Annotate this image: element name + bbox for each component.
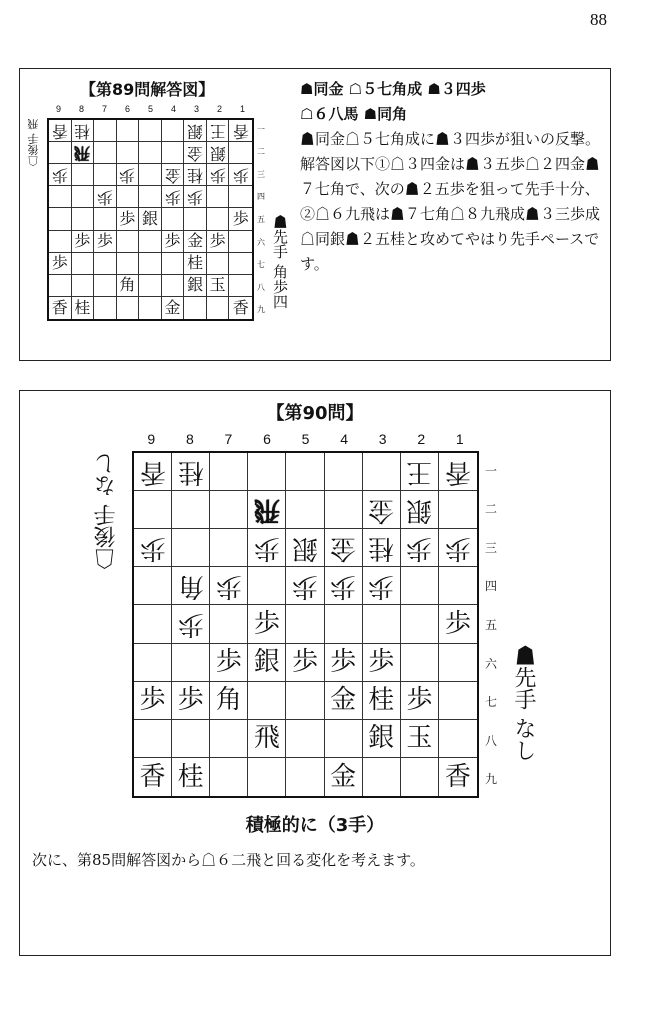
board-square bbox=[325, 644, 363, 682]
board-square bbox=[229, 186, 252, 208]
problem-90-box bbox=[19, 390, 611, 956]
gote-piece: 銀 bbox=[209, 143, 226, 163]
file-label: 7 bbox=[101, 104, 107, 114]
rank-label: 二 bbox=[257, 147, 265, 157]
file-label: 9 bbox=[147, 431, 156, 447]
board-square bbox=[134, 644, 172, 682]
sente-piece: 歩 bbox=[164, 231, 181, 251]
board-square bbox=[134, 491, 172, 529]
board-square bbox=[248, 758, 286, 796]
rank-label: 七 bbox=[257, 260, 265, 270]
board-square bbox=[162, 208, 185, 230]
board-square bbox=[248, 605, 286, 643]
board-square bbox=[94, 120, 117, 142]
sente-piece: 金 bbox=[164, 297, 181, 317]
sente-piece: 桂 bbox=[177, 761, 204, 792]
gote-piece: 歩 bbox=[253, 532, 280, 563]
board-90-file-labels bbox=[132, 431, 479, 449]
sente-piece: 玉 bbox=[209, 275, 226, 295]
board-square bbox=[229, 164, 252, 186]
board-square bbox=[49, 231, 72, 253]
file-label: 1 bbox=[239, 104, 245, 114]
rank-label: 九 bbox=[484, 772, 497, 787]
board-square bbox=[229, 275, 252, 297]
board-square bbox=[162, 164, 185, 186]
rank-label: 七 bbox=[484, 695, 497, 710]
sente-piece: 歩 bbox=[119, 208, 136, 228]
gote-piece: 歩 bbox=[444, 532, 471, 563]
gote-piece: 香 bbox=[444, 456, 471, 487]
sente-piece: 銀 bbox=[253, 647, 280, 678]
sente-piece: 角 bbox=[119, 275, 136, 295]
rank-label: 四 bbox=[257, 192, 265, 202]
board-square bbox=[94, 208, 117, 230]
sente-piece: 歩 bbox=[74, 231, 91, 251]
problem-90-title: 【第90問】 bbox=[266, 403, 364, 424]
sente-piece: 金 bbox=[187, 231, 204, 251]
board-square bbox=[49, 275, 72, 297]
board-square bbox=[248, 491, 286, 529]
sente-piece: 香 bbox=[51, 297, 68, 317]
board-square bbox=[401, 720, 439, 758]
gote-piece: 銀 bbox=[406, 494, 433, 525]
board-square bbox=[139, 120, 162, 142]
board-square bbox=[172, 682, 210, 720]
file-label: 6 bbox=[263, 431, 271, 447]
board-square bbox=[439, 720, 477, 758]
board-square bbox=[439, 758, 477, 796]
file-label: 3 bbox=[378, 431, 387, 447]
sente-piece: 歩 bbox=[444, 608, 471, 639]
gote-piece: 飛 bbox=[74, 143, 91, 163]
board-square bbox=[49, 297, 72, 319]
board-square bbox=[207, 231, 230, 253]
board-square bbox=[72, 297, 95, 319]
board-square bbox=[172, 720, 210, 758]
gote-piece: 王 bbox=[406, 456, 433, 487]
board-square bbox=[117, 253, 140, 275]
gote-piece: 歩 bbox=[291, 570, 318, 601]
board-89-gote-hand: ☖後手 飛 bbox=[27, 119, 40, 167]
board-square bbox=[207, 120, 230, 142]
board-square bbox=[134, 758, 172, 796]
board-square bbox=[162, 120, 185, 142]
board-square bbox=[94, 297, 117, 319]
rank-label: 二 bbox=[484, 502, 497, 517]
board-square bbox=[286, 529, 324, 567]
board-square bbox=[134, 529, 172, 567]
gote-piece: 角 bbox=[177, 570, 204, 601]
board-square bbox=[117, 186, 140, 208]
board-square bbox=[72, 142, 95, 164]
board-square bbox=[162, 253, 185, 275]
rank-label: 四 bbox=[484, 579, 497, 594]
board-square bbox=[248, 567, 286, 605]
rank-label: 五 bbox=[484, 618, 497, 633]
sente-piece: 歩 bbox=[139, 685, 166, 716]
board-89-rank-labels bbox=[257, 118, 269, 321]
file-label: 2 bbox=[216, 104, 222, 114]
board-square bbox=[172, 567, 210, 605]
board-square bbox=[139, 142, 162, 164]
sente-piece: 歩 bbox=[253, 608, 280, 639]
answer-explanation: ☗同金☖５七角成に☗３四歩が狙いの反撃。解答図以下①☖３四金は☗３五歩☖２四金☗７七角で、次の☗２五歩を狙って先手十分、②☖６九飛は☗７七角☖８九飛成☗３三歩成☖同銀☗２五桂と攻めてやはり先手ペースです。 bbox=[300, 130, 601, 273]
board-square bbox=[248, 453, 286, 491]
sente-piece: 歩 bbox=[51, 253, 68, 273]
board-square bbox=[172, 453, 210, 491]
board-square bbox=[210, 682, 248, 720]
board-square bbox=[363, 491, 401, 529]
gote-piece: 金 bbox=[187, 143, 204, 163]
gote-piece: 香 bbox=[139, 456, 166, 487]
board-square bbox=[286, 720, 324, 758]
sente-piece: 銀 bbox=[141, 208, 158, 228]
file-label: 8 bbox=[185, 431, 194, 447]
sente-piece: 歩 bbox=[406, 685, 433, 716]
gote-piece: 金 bbox=[330, 532, 357, 563]
gote-piece: 歩 bbox=[368, 570, 395, 601]
sente-piece: 角 bbox=[215, 685, 242, 716]
gote-piece: 歩 bbox=[119, 165, 136, 185]
board-square bbox=[117, 120, 140, 142]
file-label: 5 bbox=[147, 104, 153, 114]
file-label: 3 bbox=[193, 104, 199, 114]
problem-89-title: 【第89問解答図】 bbox=[80, 80, 215, 99]
board-square bbox=[49, 120, 72, 142]
board-square bbox=[134, 682, 172, 720]
sente-piece: 香 bbox=[232, 297, 249, 317]
board-square bbox=[401, 491, 439, 529]
board-square bbox=[72, 231, 95, 253]
board-square bbox=[401, 605, 439, 643]
board-square bbox=[286, 605, 324, 643]
board-90 bbox=[132, 451, 479, 798]
board-square bbox=[325, 682, 363, 720]
board-square bbox=[184, 186, 207, 208]
board-square bbox=[134, 720, 172, 758]
board-square bbox=[363, 682, 401, 720]
rank-label: 六 bbox=[484, 656, 497, 671]
gote-piece: 金 bbox=[368, 494, 395, 525]
gote-piece: 金 bbox=[164, 165, 181, 185]
board-square bbox=[72, 208, 95, 230]
board-square bbox=[162, 186, 185, 208]
sente-piece: 歩 bbox=[291, 647, 318, 678]
file-label: 5 bbox=[301, 431, 310, 447]
board-square bbox=[439, 644, 477, 682]
gote-piece: 歩 bbox=[187, 187, 204, 207]
board-square bbox=[401, 758, 439, 796]
board-square bbox=[207, 164, 230, 186]
board-square bbox=[49, 208, 72, 230]
board-square bbox=[210, 491, 248, 529]
board-square bbox=[210, 644, 248, 682]
rank-label: 一 bbox=[257, 124, 265, 134]
gote-piece: 飛 bbox=[253, 494, 280, 525]
board-square bbox=[363, 529, 401, 567]
board-square bbox=[139, 275, 162, 297]
board-square bbox=[325, 605, 363, 643]
gote-piece: 歩 bbox=[96, 187, 113, 207]
board-square bbox=[162, 231, 185, 253]
board-square bbox=[72, 186, 95, 208]
board-square bbox=[248, 720, 286, 758]
board-square bbox=[229, 297, 252, 319]
board-square bbox=[72, 275, 95, 297]
board-square bbox=[172, 605, 210, 643]
board-square bbox=[439, 491, 477, 529]
gote-piece: 銀 bbox=[187, 121, 204, 141]
board-square bbox=[184, 120, 207, 142]
board-square bbox=[117, 275, 140, 297]
board-square bbox=[134, 567, 172, 605]
gote-piece: 歩 bbox=[209, 165, 226, 185]
board-square bbox=[325, 720, 363, 758]
board-90-rank-labels bbox=[482, 451, 500, 798]
board-square bbox=[139, 208, 162, 230]
board-square bbox=[139, 164, 162, 186]
board-square bbox=[363, 720, 401, 758]
board-square bbox=[439, 453, 477, 491]
board-square bbox=[325, 529, 363, 567]
sente-piece: 歩 bbox=[96, 231, 113, 251]
rank-label: 八 bbox=[484, 733, 497, 748]
board-square bbox=[286, 491, 324, 529]
board-square bbox=[72, 164, 95, 186]
board-square bbox=[139, 186, 162, 208]
board-square bbox=[207, 297, 230, 319]
board-square bbox=[401, 529, 439, 567]
gote-piece: 王 bbox=[209, 121, 226, 141]
board-89-sente-hand: ☗先手 角歩四 bbox=[271, 214, 289, 309]
problem-89-answer-box bbox=[19, 68, 611, 361]
sente-piece: 歩 bbox=[215, 647, 242, 678]
board-square bbox=[49, 142, 72, 164]
gote-piece: 香 bbox=[232, 121, 249, 141]
rank-label: 九 bbox=[257, 305, 265, 315]
board-square bbox=[210, 567, 248, 605]
gote-piece: 桂 bbox=[74, 121, 91, 141]
sente-piece: 銀 bbox=[187, 275, 204, 295]
board-square bbox=[134, 453, 172, 491]
board-square bbox=[184, 142, 207, 164]
gote-piece: 歩 bbox=[139, 532, 166, 563]
board-square bbox=[184, 297, 207, 319]
board-square bbox=[363, 758, 401, 796]
board-square bbox=[210, 720, 248, 758]
gote-piece: 歩 bbox=[164, 187, 181, 207]
board-square bbox=[229, 120, 252, 142]
board-square bbox=[363, 567, 401, 605]
board-square bbox=[184, 208, 207, 230]
board-square bbox=[72, 120, 95, 142]
board-square bbox=[210, 605, 248, 643]
sente-piece: 香 bbox=[444, 761, 471, 792]
board-square bbox=[439, 682, 477, 720]
gote-piece: 歩 bbox=[232, 165, 249, 185]
file-label: 6 bbox=[124, 104, 130, 114]
board-square bbox=[139, 297, 162, 319]
sente-piece: 桂 bbox=[368, 685, 395, 716]
board-square bbox=[162, 297, 185, 319]
board-square bbox=[117, 164, 140, 186]
board-square bbox=[49, 186, 72, 208]
gote-piece: 歩 bbox=[406, 532, 433, 563]
sente-piece: 銀 bbox=[368, 723, 395, 754]
rank-label: 八 bbox=[257, 282, 265, 292]
board-square bbox=[229, 142, 252, 164]
board-square bbox=[401, 644, 439, 682]
board-square bbox=[363, 644, 401, 682]
board-square bbox=[207, 275, 230, 297]
gote-piece: 桂 bbox=[368, 532, 395, 563]
rank-label: 三 bbox=[257, 169, 265, 179]
rank-label: 一 bbox=[484, 463, 497, 478]
sente-piece: 金 bbox=[330, 685, 357, 716]
board-square bbox=[363, 453, 401, 491]
board-square bbox=[325, 453, 363, 491]
file-label: 4 bbox=[170, 104, 176, 114]
board-square bbox=[94, 231, 117, 253]
board-square bbox=[72, 253, 95, 275]
problem-89-answer-text bbox=[300, 77, 600, 277]
gote-piece: 歩 bbox=[51, 165, 68, 185]
gote-piece: 桂 bbox=[187, 165, 204, 185]
board-square bbox=[172, 758, 210, 796]
board-square bbox=[117, 231, 140, 253]
rank-label: 六 bbox=[257, 237, 265, 247]
board-square bbox=[325, 758, 363, 796]
rank-label: 三 bbox=[484, 540, 497, 555]
board-square bbox=[207, 142, 230, 164]
page-number: 88 bbox=[590, 10, 607, 29]
board-90-sente-hand: ☗先手 なし bbox=[511, 644, 536, 761]
rank-label: 五 bbox=[257, 215, 265, 225]
sente-piece: 玉 bbox=[406, 723, 433, 754]
board-90-gote-hand: ☖後手 なし bbox=[94, 453, 119, 570]
board-square bbox=[184, 253, 207, 275]
sente-piece: 歩 bbox=[368, 647, 395, 678]
board-square bbox=[117, 142, 140, 164]
board-square bbox=[172, 644, 210, 682]
gote-piece: 香 bbox=[51, 121, 68, 141]
board-square bbox=[207, 208, 230, 230]
sente-piece: 金 bbox=[330, 761, 357, 792]
file-label: 9 bbox=[55, 104, 61, 114]
board-square bbox=[172, 491, 210, 529]
sente-piece: 歩 bbox=[177, 685, 204, 716]
board-square bbox=[286, 758, 324, 796]
board-square bbox=[363, 605, 401, 643]
board-square bbox=[401, 453, 439, 491]
board-square bbox=[229, 208, 252, 230]
sente-piece: 桂 bbox=[74, 297, 91, 317]
board-square bbox=[117, 297, 140, 319]
file-label: 8 bbox=[78, 104, 84, 114]
sente-piece: 飛 bbox=[253, 723, 280, 754]
gote-piece: 歩 bbox=[330, 570, 357, 601]
board-square bbox=[184, 275, 207, 297]
gote-piece: 桂 bbox=[177, 456, 204, 487]
board-square bbox=[49, 164, 72, 186]
board-89 bbox=[47, 118, 254, 321]
board-square bbox=[401, 682, 439, 720]
board-square bbox=[139, 231, 162, 253]
board-square bbox=[172, 529, 210, 567]
board-square bbox=[210, 529, 248, 567]
board-square bbox=[210, 453, 248, 491]
board-square bbox=[229, 231, 252, 253]
board-square bbox=[248, 529, 286, 567]
board-square bbox=[117, 208, 140, 230]
board-square bbox=[286, 644, 324, 682]
board-square bbox=[207, 253, 230, 275]
sente-piece: 歩 bbox=[330, 647, 357, 678]
board-square bbox=[325, 567, 363, 605]
board-square bbox=[139, 253, 162, 275]
sente-piece: 香 bbox=[139, 761, 166, 792]
board-square bbox=[325, 491, 363, 529]
board-square bbox=[439, 605, 477, 643]
board-square bbox=[94, 275, 117, 297]
board-89-file-labels bbox=[47, 104, 254, 116]
sente-piece: 歩 bbox=[209, 231, 226, 251]
board-square bbox=[184, 164, 207, 186]
board-square bbox=[184, 231, 207, 253]
file-label: 4 bbox=[340, 431, 348, 447]
answer-moves-line-1: ☗同金 ☖５七角成 ☗３四歩 bbox=[300, 80, 486, 98]
answer-moves-line-2: ☖６八馬 ☗同角 bbox=[300, 105, 408, 123]
board-square bbox=[207, 186, 230, 208]
gote-piece: 歩 bbox=[215, 570, 242, 601]
board-square bbox=[49, 253, 72, 275]
board-square bbox=[210, 758, 248, 796]
board-square bbox=[94, 142, 117, 164]
board-square bbox=[94, 253, 117, 275]
board-square bbox=[286, 453, 324, 491]
sente-piece: 歩 bbox=[232, 208, 249, 228]
board-square bbox=[248, 644, 286, 682]
problem-90-description: 次に、第85問解答図から☖６二飛と回る変化を考えます。 bbox=[32, 851, 425, 869]
board-square bbox=[134, 605, 172, 643]
board-square bbox=[162, 275, 185, 297]
file-label: 2 bbox=[417, 431, 426, 447]
board-square bbox=[439, 529, 477, 567]
board-square bbox=[401, 567, 439, 605]
board-square bbox=[229, 253, 252, 275]
gote-piece: 銀 bbox=[291, 532, 318, 563]
problem-90-caption: 積極的に（3手） bbox=[245, 815, 385, 836]
sente-piece: 桂 bbox=[187, 253, 204, 273]
gote-piece: 歩 bbox=[177, 608, 204, 639]
board-square bbox=[248, 682, 286, 720]
file-label: 1 bbox=[455, 431, 464, 447]
board-square bbox=[162, 142, 185, 164]
board-square bbox=[286, 567, 324, 605]
board-square bbox=[439, 567, 477, 605]
file-label: 7 bbox=[224, 431, 233, 447]
board-square bbox=[94, 186, 117, 208]
board-square bbox=[286, 682, 324, 720]
board-square bbox=[94, 164, 117, 186]
